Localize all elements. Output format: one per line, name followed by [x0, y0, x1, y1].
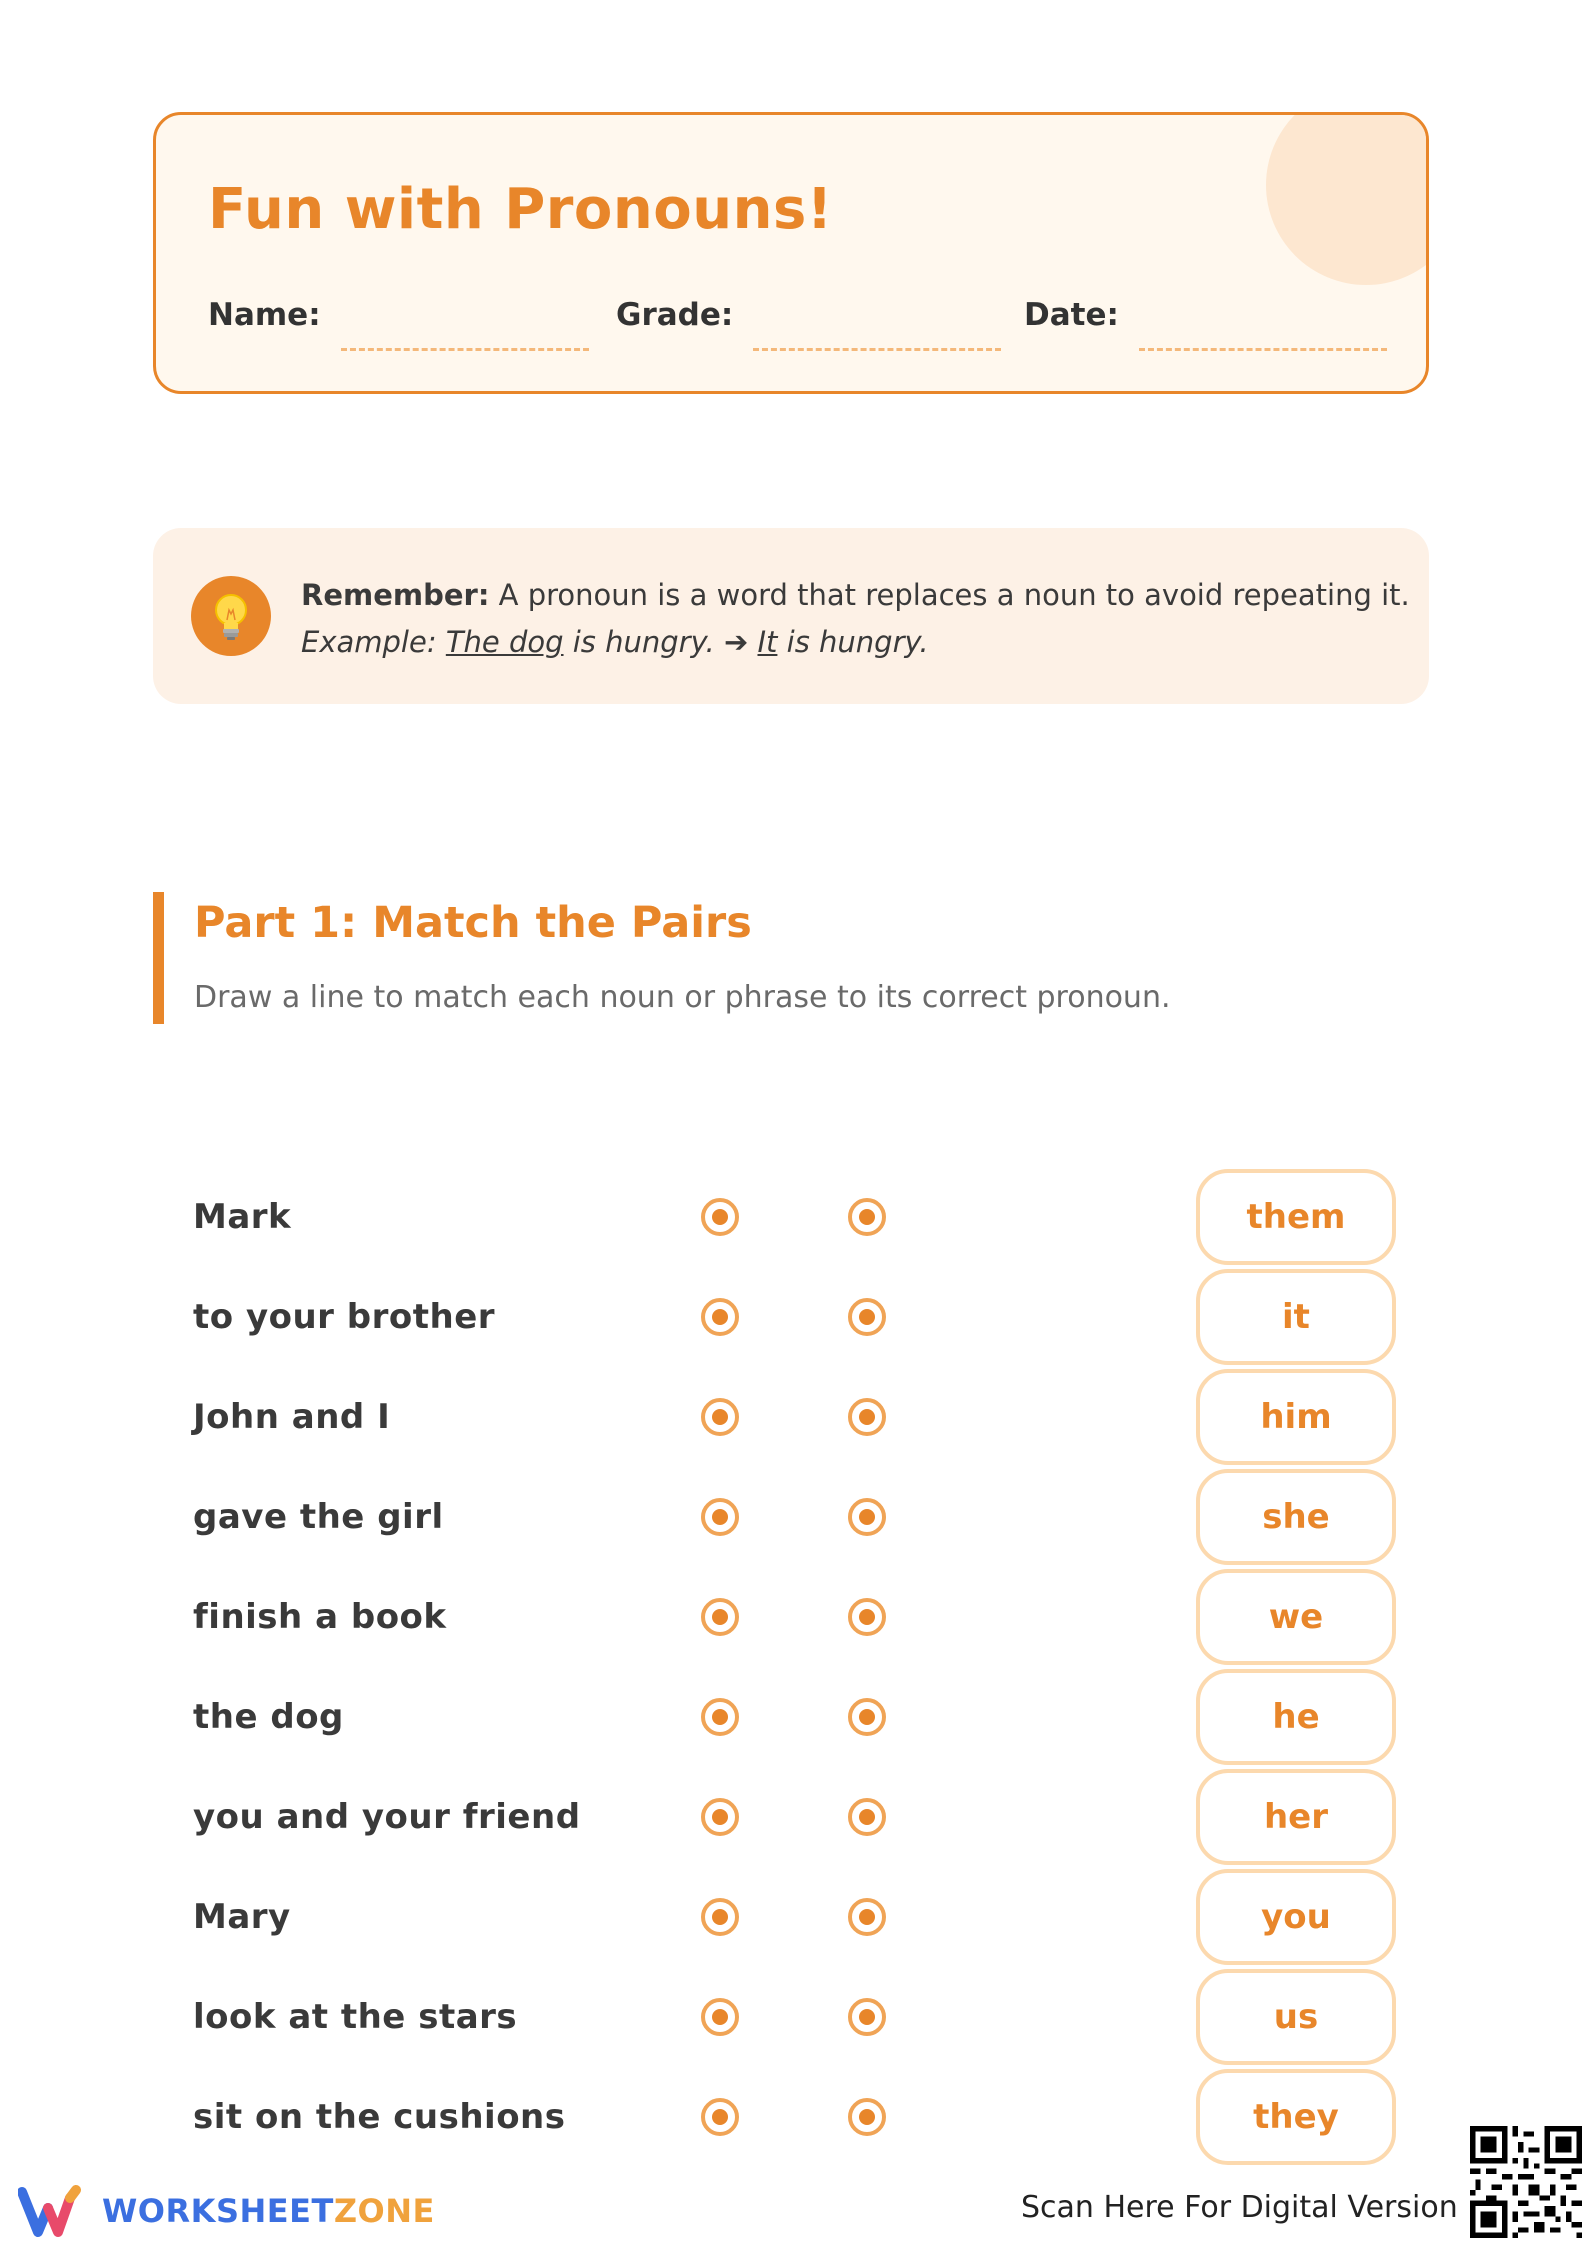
logo-text: [102, 2192, 435, 2230]
right-connector-dot[interactable]: [848, 1298, 886, 1336]
right-connector-dot[interactable]: [848, 1498, 886, 1536]
match-row: [0, 1967, 1588, 2067]
right-connector-dot[interactable]: [848, 1198, 886, 1236]
example-pronoun: It: [757, 625, 778, 659]
left-connector-dot[interactable]: [701, 1598, 739, 1636]
right-connector-dot[interactable]: [848, 2098, 886, 2136]
left-connector-dot[interactable]: [701, 1798, 739, 1836]
noun-label: the dog: [193, 1697, 344, 1737]
grade-field[interactable]: [616, 297, 1001, 333]
noun-label: Mary: [193, 1897, 291, 1937]
example-label: Example:: [301, 625, 437, 659]
left-connector-dot[interactable]: [701, 1498, 739, 1536]
match-row: [0, 1367, 1588, 1467]
left-connector-dot[interactable]: [701, 1398, 739, 1436]
noun-label: to your brother: [193, 1297, 496, 1337]
noun-label: Mark: [193, 1197, 292, 1237]
match-row: [0, 1167, 1588, 1267]
pronoun-option[interactable]: he: [1196, 1669, 1396, 1765]
pronoun-option[interactable]: we: [1196, 1569, 1396, 1665]
logo-text-zone: ZONE: [333, 2192, 435, 2230]
pronoun-option[interactable]: her: [1196, 1769, 1396, 1865]
date-field[interactable]: [1024, 297, 1387, 333]
right-connector-dot[interactable]: [848, 1598, 886, 1636]
section-instructions: Draw a line to match each noun or phrase to its correct pronoun.: [194, 980, 1171, 1015]
right-connector-dot[interactable]: [848, 1398, 886, 1436]
grade-label: Grade:: [616, 297, 734, 333]
left-connector-dot[interactable]: [701, 2098, 739, 2136]
pronoun-option[interactable]: you: [1196, 1869, 1396, 1965]
worksheetzone-logo[interactable]: [18, 2184, 435, 2238]
noun-label: gave the girl: [193, 1497, 444, 1537]
match-row: [0, 1267, 1588, 1367]
noun-label: sit on the cushions: [193, 2097, 566, 2137]
qr-code-icon[interactable]: [1470, 2126, 1582, 2242]
logo-w-icon: [18, 2184, 92, 2238]
left-connector-dot[interactable]: [701, 1898, 739, 1936]
decorative-circle: [1266, 112, 1429, 285]
name-field[interactable]: [208, 297, 589, 333]
right-connector-dot[interactable]: [848, 1798, 886, 1836]
noun-label: you and your friend: [193, 1797, 581, 1837]
lightbulb-icon: [191, 576, 271, 656]
example-rest-2: is hungry.: [786, 625, 929, 659]
definition-text: A pronoun is a word that replaces a noun to avoid repeating it.: [498, 578, 1410, 612]
page-title: Fun with Pronouns!: [208, 177, 833, 242]
pronoun-option[interactable]: them: [1196, 1169, 1396, 1265]
match-row: [0, 1567, 1588, 1667]
left-connector-dot[interactable]: [701, 1298, 739, 1336]
grade-blank-line[interactable]: [753, 348, 1001, 351]
logo-text-worksheet: WORKSHEET: [102, 2192, 334, 2230]
noun-label: finish a book: [193, 1597, 447, 1637]
left-connector-dot[interactable]: [701, 1698, 739, 1736]
pronoun-option[interactable]: it: [1196, 1269, 1396, 1365]
left-connector-dot[interactable]: [701, 1198, 739, 1236]
match-row: [0, 1767, 1588, 1867]
right-connector-dot[interactable]: [848, 1898, 886, 1936]
pronoun-option[interactable]: they: [1196, 2069, 1396, 2165]
arrow-icon: ➔: [723, 625, 749, 659]
pronoun-option[interactable]: him: [1196, 1369, 1396, 1465]
example-rest-1: is hungry.: [572, 625, 715, 659]
match-row: [0, 1667, 1588, 1767]
noun-label: John and I: [193, 1397, 391, 1437]
match-row: [0, 1467, 1588, 1567]
pronoun-option[interactable]: us: [1196, 1969, 1396, 2065]
example-noun: The dog: [445, 625, 564, 659]
remember-box: [153, 528, 1429, 704]
name-blank-line[interactable]: [341, 348, 589, 351]
section-title: Part 1: Match the Pairs: [194, 898, 752, 948]
example-line: [301, 619, 1410, 666]
right-connector-dot[interactable]: [848, 1998, 886, 2036]
noun-label: look at the stars: [193, 1997, 518, 2037]
definition-line: [301, 572, 1410, 619]
header-card: [153, 112, 1429, 394]
remember-label: Remember:: [301, 578, 490, 612]
remember-text: [301, 572, 1410, 666]
right-connector-dot[interactable]: [848, 1698, 886, 1736]
date-label: Date:: [1024, 297, 1119, 333]
scan-caption: Scan Here For Digital Version: [1021, 2190, 1458, 2225]
left-connector-dot[interactable]: [701, 1998, 739, 2036]
match-row: [0, 2067, 1588, 2167]
pronoun-option[interactable]: she: [1196, 1469, 1396, 1565]
name-label: Name:: [208, 297, 321, 333]
date-blank-line[interactable]: [1139, 348, 1387, 351]
section-accent-bar: [153, 892, 164, 1024]
match-row: [0, 1867, 1588, 1967]
